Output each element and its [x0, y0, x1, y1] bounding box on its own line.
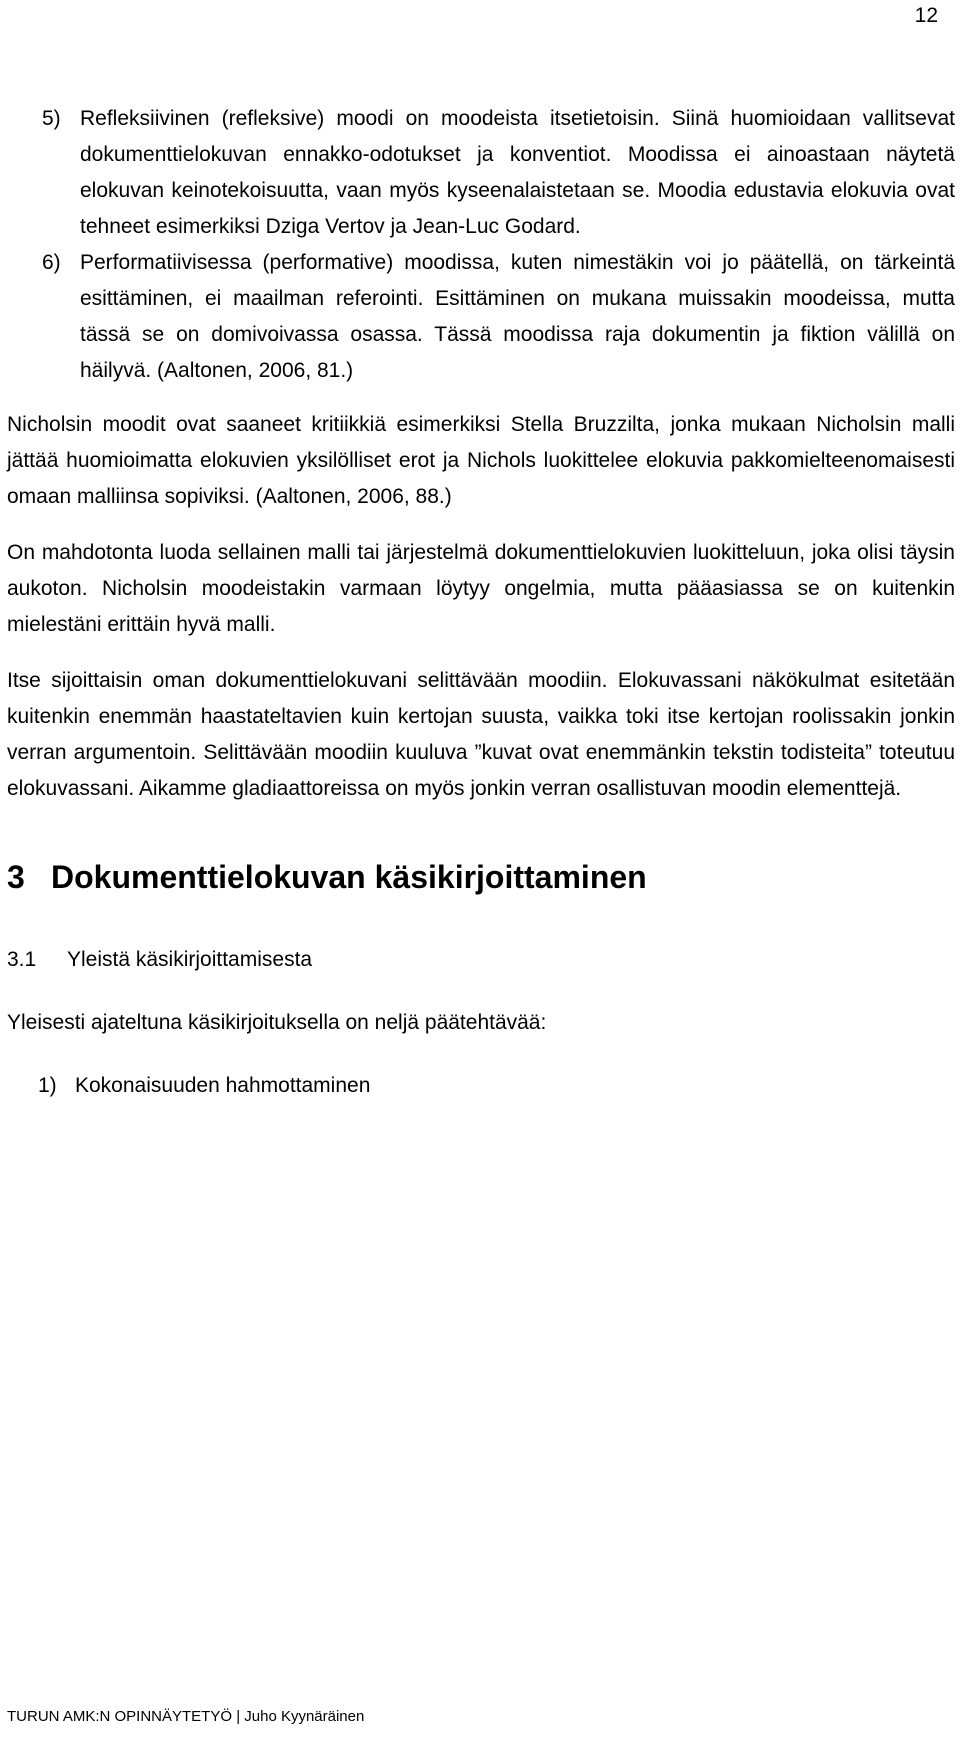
list-number: 5)	[42, 107, 61, 130]
sub-list-text: Kokonaisuuden hahmottaminen	[75, 1074, 371, 1097]
section-title: Dokumenttielokuvan käsikirjoittaminen	[51, 859, 647, 895]
list-item-6	[7, 245, 955, 389]
list-item-5	[7, 101, 955, 245]
subsection-heading	[7, 942, 955, 978]
list-text: Refleksiivinen (refleksive) moodi on moodeista itsetietoisin. Siinä huomioidaan vallitsevat dokumenttielokuvan ennakko-odotukset ja konventiot. Moodissa ei ainoastaan näytetä elokuvan keinotekoisuutta, vaan myös kyseenalaistetaan se. Moodia edustavia elokuvia ovat tehneet esimerkiksi Dziga Vertov ja Jean-Luc Godard.	[80, 107, 955, 238]
list-number: 6)	[42, 251, 61, 274]
paragraph-model-assessment: On mahdotonta luoda sellainen malli tai järjestelmä dokumenttielokuvien luokitteluun, joka olisi täysin aukoton. Nicholsin moodeistakin varmaan löytyy ongelmia, mutta pääasiassa se on kuitenkin mielestäni erittäin hyvä malli.	[7, 541, 955, 636]
section-heading	[7, 857, 955, 897]
list-text: Performatiivisessa (performative) moodissa, kuten nimestäkin voi jo päätellä, on tärkeintä esittäminen, ei maailman referointi. Esittäminen on mukana muissakin moodeissa, mutta tässä se on domivoivassa osassa. Tässä moodissa raja dokumentin ja fiktion välillä on häilyvä. (Aaltonen, 2006, 81.)	[80, 251, 955, 382]
sub-list-number: 1)	[38, 1074, 57, 1097]
paragraph-criticism: Nicholsin moodit ovat saaneet kritiikkiä esimerkiksi Stella Bruzzilta, jonka mukaan Nicholsin malli jättää huomioimatta elokuvien yksilölliset erot ja Nichols luokittelee elokuvia pakkomielteenomaisesti omaan malliinsa sopiviksi. (Aaltonen, 2006, 88.)	[7, 413, 955, 508]
sub-list-item-1	[7, 1068, 955, 1104]
intro-paragraph: Yleisesti ajateltuna käsikirjoituksella on neljä päätehtävää:	[7, 1011, 547, 1034]
subsection-title: Yleistä käsikirjoittamisesta	[67, 948, 313, 971]
page-footer: TURUN AMK:N OPINNÄYTETYÖ | Juho Kyynäräinen	[7, 1708, 365, 1725]
subsection-number: 3.1	[7, 948, 37, 971]
document-body	[7, 101, 955, 1104]
paragraph-own-film: Itse sijoittaisin oman dokumenttielokuvani selittävään moodiin. Elokuvassani näkökulmat esitetään kuitenkin enemmän haastateltavien kuin kertojan suusta, vaikka toki itse kertojan roolissakin jonkin verran argumentoin. Selittävään moodiin kuuluva ”kuvat ovat enemmänkin tekstin todisteita” toteutuu elokuvassani. Aikamme gladiaattoreissa on myös jonkin verran osallistuvan moodin elementtejä.	[7, 669, 955, 800]
page-number: 12	[914, 4, 938, 27]
section-number: 3	[7, 859, 25, 895]
